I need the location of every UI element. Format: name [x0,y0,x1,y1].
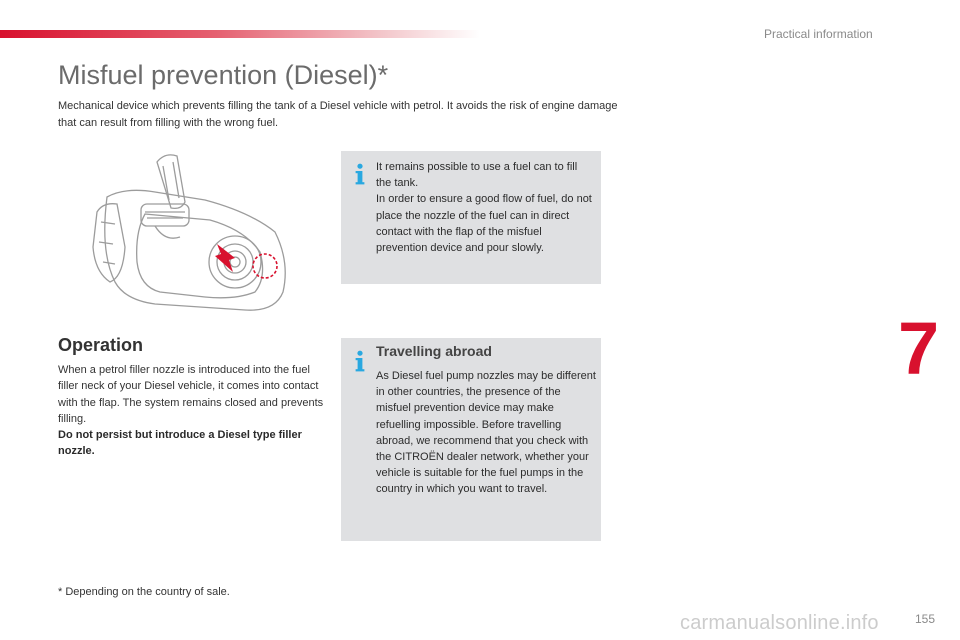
info-icon [353,163,367,185]
header-accent-bar [0,30,480,38]
info-box-fuel-can [341,151,601,284]
travelling-abroad-text: As Diesel fuel pump nozzles may be different in other countries, the presence of the misfuel prevention device may make refuelling impossible. Before travelling abroad, we recommend that you check with the CITROËN dealer network, whether your vehicle is suitable for the fuel pumps in the country in which you want to travel. [376,370,596,496]
operation-heading: Operation [58,335,144,355]
page-number: 155 [915,612,936,626]
intro-paragraph: Mechanical device which prevents filling the tank of a Diesel vehicle with petrol. It avoids the risk of engine damage that can result from filling with the wrong fuel. [58,100,618,129]
operation-text: When a petrol filler nozzle is introduced into the fuel filler neck of your Diesel vehicle, it comes into contact with the flap. The system remains closed and prevents filling. [58,364,324,425]
fuel-filler-neck-illustration [85,152,295,322]
operation-warning-text: Do not persist but introduce a Diesel type filler nozzle. [58,429,302,458]
watermark: carmanualsonline.info [680,612,879,634]
chapter-number: 7 [898,307,940,390]
page-title: Misfuel prevention (Diesel)* [58,60,389,90]
info-icon [353,350,367,372]
travelling-abroad-heading: Travelling abroad [376,343,492,359]
footnote: * Depending on the country of sale. [58,586,230,598]
section-title: Practical information [764,27,873,41]
info-box-travelling-abroad [341,338,601,541]
fuel-can-text: It remains possible to use a fuel can to fill the tank. In order to ensure a good flow of fuel, do not place the nozzle of the fuel can in direct contact with the flap of the misfuel prevention device and pour slowly. [376,161,592,255]
